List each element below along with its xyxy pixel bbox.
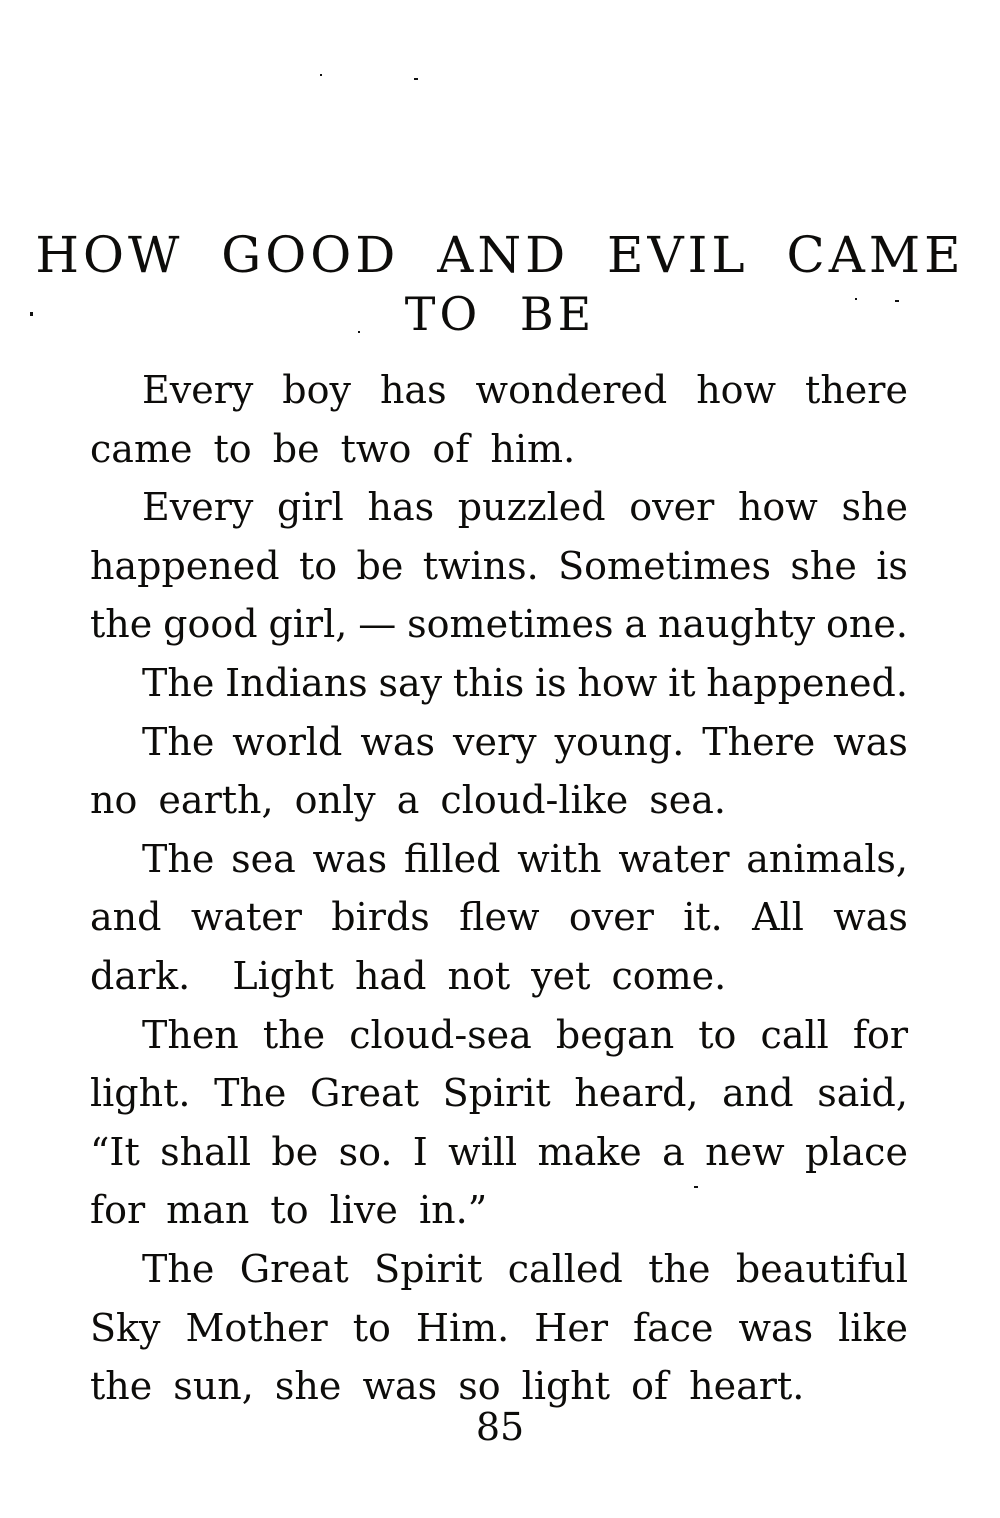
word: sometimes (407, 602, 614, 647)
word: face (633, 1305, 714, 1350)
word: there (805, 368, 908, 412)
word: Him. (415, 1305, 510, 1350)
text-line: dark. Light had not yet come. (90, 953, 727, 998)
word: said, (817, 1071, 908, 1116)
word: happened. (706, 660, 908, 705)
paragraph (90, 361, 908, 478)
word: be (356, 543, 404, 588)
word: was (833, 719, 908, 764)
word: she (790, 543, 857, 588)
word: — (358, 602, 397, 647)
paragraph (90, 1240, 908, 1416)
story-text (90, 361, 908, 1416)
word: Great (239, 1246, 349, 1291)
word: very (453, 719, 537, 764)
word: the (648, 1246, 711, 1291)
word: so. (338, 1129, 393, 1174)
word: filled (403, 836, 501, 881)
text-line (90, 1240, 908, 1299)
word: good (163, 602, 258, 647)
word: is (876, 543, 908, 588)
word: beautiful (735, 1246, 908, 1291)
text-line (90, 654, 908, 713)
word: will (448, 1129, 518, 1174)
word: girl, (268, 602, 348, 647)
word: cloud-sea (349, 1012, 532, 1057)
word: is (535, 660, 567, 705)
word: to (352, 1305, 391, 1350)
word: and (90, 895, 162, 940)
word: has (367, 485, 435, 530)
word: Spirit (442, 1071, 551, 1116)
word: Mother (185, 1305, 328, 1350)
word: Sometimes (558, 543, 772, 588)
chapter-title (0, 226, 1000, 344)
word: The (142, 836, 215, 881)
word: a (624, 602, 648, 647)
word: water (618, 836, 730, 881)
word: girl (277, 485, 344, 530)
word: There (702, 719, 816, 764)
word: with (517, 836, 602, 881)
word: one. (826, 602, 908, 647)
text-line (90, 1299, 908, 1358)
word: twins. (422, 543, 539, 588)
word: light. (90, 1071, 191, 1116)
word: it (668, 660, 696, 705)
word: has (379, 368, 447, 412)
text-line: the sun, she was so light of heart. (90, 1364, 805, 1409)
word: shall (160, 1129, 252, 1174)
word: say (378, 660, 443, 705)
word: The (142, 1246, 215, 1291)
word: the (90, 602, 153, 647)
word: this (452, 660, 525, 705)
word: Indians (225, 660, 368, 705)
text-line: came to be two of him. (90, 426, 576, 471)
word: she (841, 485, 908, 530)
word: over (568, 895, 654, 940)
word: call (760, 1012, 829, 1057)
chapter-title-line-1: HOW GOOD AND EVIL CAME (35, 226, 965, 284)
paragraph (90, 478, 908, 654)
word: young. (554, 719, 685, 764)
word: The (142, 719, 215, 764)
word: boy (282, 368, 351, 412)
word: water (190, 895, 302, 940)
paragraph (90, 654, 908, 713)
word: make (537, 1129, 642, 1174)
text-line (90, 1123, 908, 1182)
word: place (805, 1129, 908, 1174)
word: All (752, 895, 804, 940)
paragraph (90, 1006, 908, 1240)
word: happened (90, 543, 280, 588)
word: Sky (90, 1305, 161, 1350)
word: be (271, 1129, 319, 1174)
word: “It (90, 1129, 140, 1174)
word: was (833, 895, 908, 940)
word: how (696, 368, 777, 412)
text-line: no earth, only a cloud-like sea. (90, 778, 727, 823)
word: the (262, 1012, 326, 1057)
word: The (214, 1071, 287, 1116)
word: sea (231, 836, 296, 881)
word: how (737, 485, 818, 530)
word: for (852, 1012, 908, 1057)
word: how (577, 660, 658, 705)
word: new (705, 1129, 785, 1174)
word: wondered (475, 368, 668, 412)
text-line (90, 478, 908, 537)
word: and (722, 1071, 794, 1116)
word: to (698, 1012, 737, 1057)
word: puzzled (457, 485, 606, 530)
word: like (838, 1305, 908, 1350)
word: a (662, 1129, 685, 1174)
scan-speck (320, 74, 322, 76)
text-line (90, 537, 908, 596)
text-line (90, 888, 908, 947)
scan-speck (414, 78, 418, 80)
word: over (629, 485, 715, 530)
word: birds (331, 895, 430, 940)
paragraph (90, 830, 908, 1006)
word: flew (459, 895, 540, 940)
paragraph (90, 713, 908, 830)
word: began (555, 1012, 675, 1057)
word: was (312, 836, 388, 881)
word: Great (310, 1071, 419, 1116)
word: Her (534, 1305, 609, 1350)
word: heard, (574, 1071, 699, 1116)
word: world (232, 719, 343, 764)
word: was (360, 719, 436, 764)
word: was (738, 1305, 814, 1350)
word: it. (683, 895, 723, 940)
word: Spirit (374, 1246, 483, 1291)
word: called (507, 1246, 623, 1291)
text-line (90, 830, 908, 889)
text-line (90, 361, 908, 420)
word: Every (142, 368, 254, 412)
word: Then (142, 1012, 239, 1057)
text-line (90, 713, 908, 772)
word: The (142, 660, 215, 705)
text-line (90, 1064, 908, 1123)
text-line (90, 1006, 908, 1065)
text-line: for man to live in.” (90, 1188, 488, 1233)
page-number: 85 (475, 1405, 525, 1449)
word: to (298, 543, 338, 588)
text-line (90, 595, 908, 654)
word: Every (142, 485, 254, 530)
word: naughty (657, 602, 816, 647)
word: I (412, 1129, 428, 1174)
chapter-title-line-2: TO BE (404, 287, 596, 341)
word: animals, (746, 836, 908, 881)
